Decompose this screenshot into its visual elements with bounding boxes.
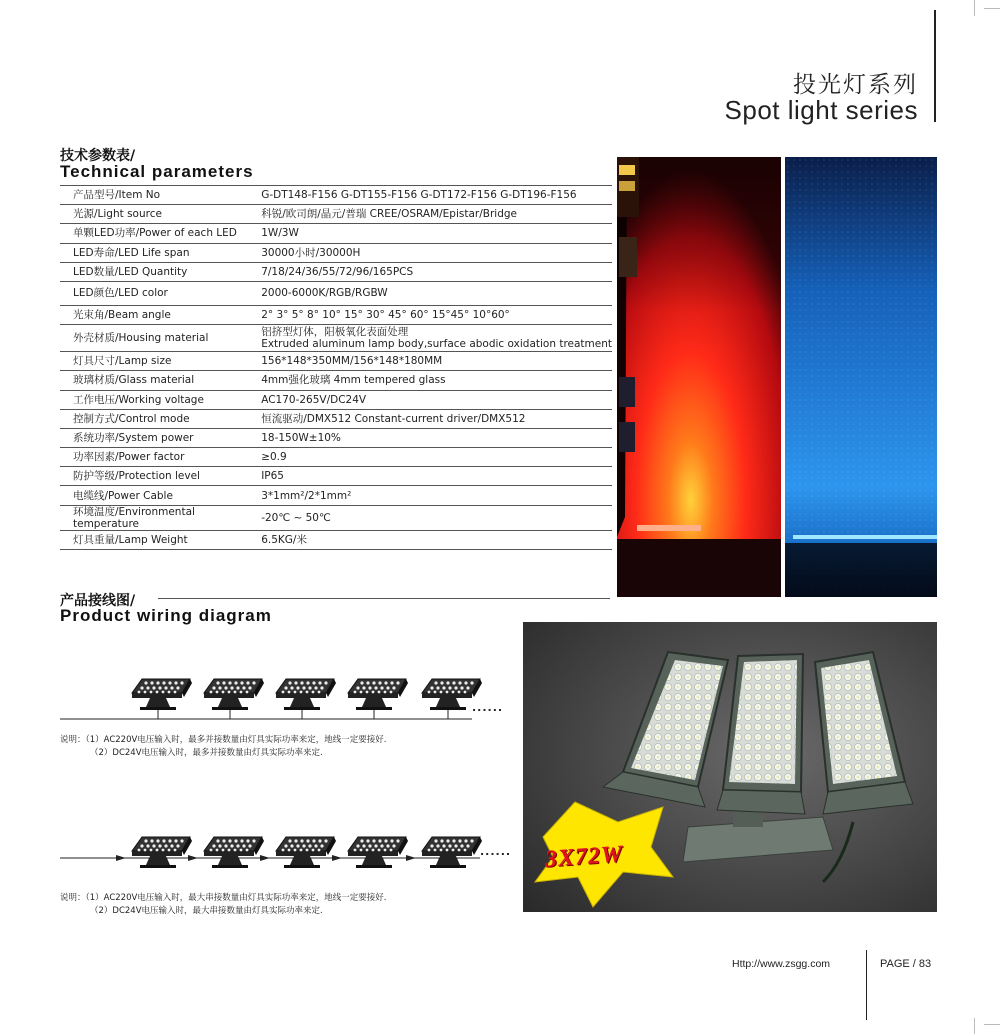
wiring-section-title-cn: 产品接线图/ — [60, 593, 136, 609]
blue-wall-light-photo — [785, 157, 937, 597]
footer-rule — [866, 950, 867, 1020]
param-label: 控制方式/Control mode — [60, 409, 253, 428]
param-label: 工作电压/Working voltage — [60, 390, 253, 409]
wiring-ellipsis: ...... — [472, 701, 504, 714]
table-row — [60, 262, 612, 281]
param-value: 科锐/欧司朗/晶元/普瑞 CREE/OSRAM/Epistar/Bridge — [253, 205, 612, 224]
wiring-section-title-en: Product wiring diagram — [60, 606, 272, 625]
table-row — [60, 390, 612, 409]
red-wall-light-photo — [617, 157, 781, 597]
param-label: 灯具重量/Lamp Weight — [60, 530, 253, 549]
tech-section-title-en: Technical parameters — [60, 162, 254, 181]
section-divider — [158, 598, 610, 599]
param-value: 铝挤型灯体，阳极氧化表面处理 — [261, 326, 409, 339]
param-label: 玻璃材质/Glass material — [60, 371, 253, 390]
param-value: 2° 3° 5° 8° 10° 15° 30° 45° 60° 15°45° 10°60° — [253, 305, 612, 324]
param-value-line2: Extruded aluminum lamp body,surface abodic oxidation treatment — [261, 338, 612, 351]
param-value: 156*148*350MM/156*148*180MM — [253, 352, 612, 371]
table-row — [60, 467, 612, 486]
param-label: 环境温度/Environmental temperature — [60, 505, 253, 530]
table-row — [60, 186, 612, 205]
param-label: LED颜色/LED color — [60, 281, 253, 305]
param-value: 30000小时/30000H — [253, 243, 612, 262]
page-number: PAGE / 83 — [880, 958, 932, 970]
note-line: （2）DC24V电压输入时，最多并接数量由灯具实际功率来定. — [90, 748, 323, 758]
table-row — [60, 428, 612, 447]
page-title-en: Spot light series — [724, 95, 918, 125]
wattage-badge: 3X72W — [544, 841, 625, 873]
param-value: 18-150W±10% — [253, 428, 612, 447]
param-label: LED寿命/LED Life span — [60, 243, 253, 262]
param-label: 灯具尺寸/Lamp size — [60, 352, 253, 371]
page-title-cn: 投光灯系列 — [793, 72, 918, 98]
crop-mark — [974, 1018, 975, 1034]
tech-section-title-cn: 技术参数表/ — [60, 148, 136, 164]
crop-mark — [984, 8, 1000, 9]
table-row — [60, 281, 612, 305]
series-wiring-diagram — [60, 825, 520, 875]
param-label: 防护等级/Protection level — [60, 467, 253, 486]
table-row — [60, 530, 612, 549]
note-line: （2）DC24V电压输入时，最大串接数量由灯具实际功率来定. — [90, 906, 323, 916]
series-note — [60, 892, 387, 918]
table-row — [60, 205, 612, 224]
param-value-multiline — [253, 325, 612, 352]
param-label: 功率因素/Power factor — [60, 448, 253, 467]
param-value: IP65 — [253, 467, 612, 486]
footer-url[interactable]: Http://www.zsgg.com — [732, 958, 831, 970]
table-row — [60, 325, 612, 352]
table-row — [60, 448, 612, 467]
param-label: 光源/Light source — [60, 205, 253, 224]
table-row — [60, 486, 612, 505]
param-value: 6.5KG/米 — [253, 530, 612, 549]
param-label: LED数量/LED Quantity — [60, 262, 253, 281]
table-row — [60, 243, 612, 262]
note-line: 说明：（1）AC220V电压输入时，最多并接数量由灯具实际功率来定，地线一定要接好. — [60, 735, 387, 745]
note-line: 说明：（1）AC220V电压输入时，最大串接数量由灯具实际功率来定，地线一定要接好. — [60, 893, 387, 903]
table-row — [60, 224, 612, 243]
param-label: 产品型号/Item No — [60, 186, 253, 205]
crop-mark — [974, 0, 975, 16]
table-row — [60, 305, 612, 324]
param-label: 外壳材质/Housing material — [60, 325, 253, 352]
table-row — [60, 352, 612, 371]
param-value: AC170-265V/DC24V — [253, 390, 612, 409]
param-label: 电缆线/Power Cable — [60, 486, 253, 505]
wiring-ellipsis: ...... — [480, 845, 512, 858]
param-label: 系统功率/System power — [60, 428, 253, 447]
param-value: G-DT148-F156 G-DT155-F156 G-DT172-F156 G-DT196-F156 — [253, 186, 612, 205]
table-row — [60, 409, 612, 428]
param-label: 光束角/Beam angle — [60, 305, 253, 324]
crop-mark — [984, 1024, 1000, 1025]
param-value: 4mm强化玻璃 4mm tempered glass — [253, 371, 612, 390]
param-label: 单颗LED功率/Power of each LED — [60, 224, 253, 243]
param-value: ≥0.9 — [253, 448, 612, 467]
param-value: 恒流驱动/DMX512 Constant-current driver/DMX512 — [253, 409, 612, 428]
parallel-wiring-diagram — [60, 665, 520, 725]
product-photo — [523, 622, 937, 912]
param-value: -20℃ ~ 50℃ — [253, 505, 612, 530]
param-value: 2000-6000K/RGB/RGBW — [253, 281, 612, 305]
table-row — [60, 371, 612, 390]
param-value: 3*1mm²/2*1mm² — [253, 486, 612, 505]
parallel-note — [60, 734, 387, 760]
param-value: 1W/3W — [253, 224, 612, 243]
table-row — [60, 505, 612, 530]
param-value: 7/18/24/36/55/72/96/165PCS — [253, 262, 612, 281]
parameters-table — [60, 185, 612, 550]
header-rule — [934, 10, 936, 122]
